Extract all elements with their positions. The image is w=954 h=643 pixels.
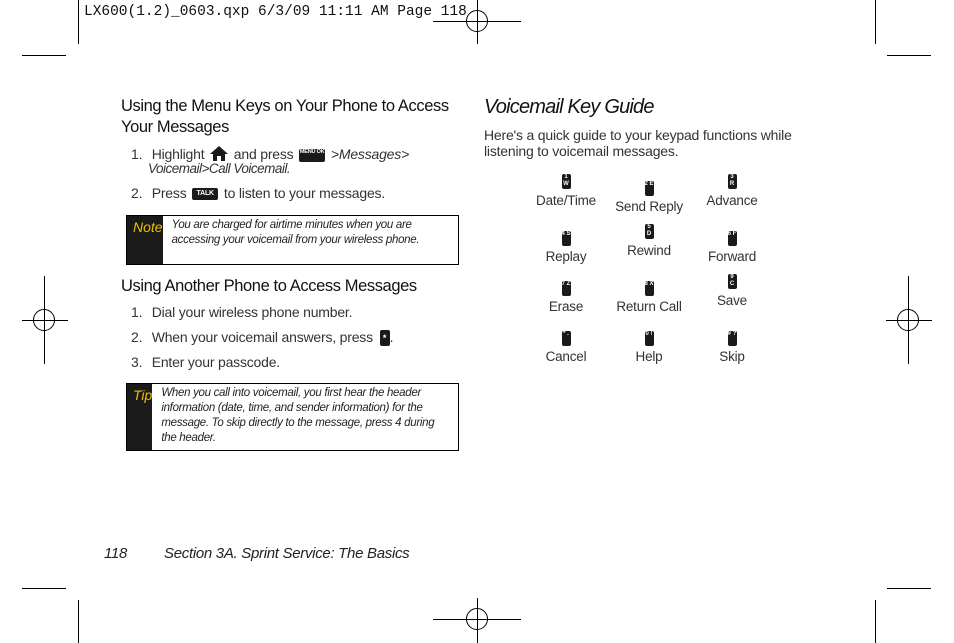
- key-function-label: Help: [635, 349, 663, 364]
- note-label: Note: [127, 216, 163, 264]
- keypad-key-icon: 5 D: [645, 224, 654, 239]
- step-number: 3.: [131, 354, 143, 370]
- keypad-key-icon: 0 !: [645, 331, 654, 346]
- star-key-icon: *: [380, 330, 390, 346]
- key-guide-item: [687, 322, 777, 364]
- keypad-key-icon: 3 R: [728, 174, 737, 189]
- key-function-label: Return Call: [616, 299, 682, 314]
- step-3: [131, 354, 280, 370]
- keypad-key-icon: 1 W: [563, 174, 569, 187]
- step-1: [131, 144, 409, 162]
- step-text: .: [389, 329, 394, 345]
- step-text: When your voicemail answers, press: [151, 329, 373, 345]
- key-guide-item: [521, 222, 611, 264]
- key-guide-item: [604, 322, 694, 364]
- step-number: 1.: [131, 146, 143, 162]
- key-function-label: Date/Time: [536, 193, 596, 208]
- key-function-label: Forward: [707, 249, 757, 264]
- step-number: 2.: [131, 329, 143, 345]
- step-text: to listen to your messages.: [223, 185, 386, 201]
- step-text: Dial your wireless phone number.: [151, 304, 353, 320]
- keypad-key-icon: 8 X: [645, 281, 654, 296]
- keypad-key-icon: # ?: [728, 331, 737, 346]
- page-number: 118: [104, 545, 128, 562]
- step-2: [131, 185, 385, 201]
- key-guide-item: [604, 222, 694, 258]
- key-guide-item: [521, 272, 611, 314]
- key-guide-item: [604, 272, 694, 314]
- section-title-line: Your Messages: [121, 118, 229, 136]
- keypad-key-icon: * .: [562, 331, 571, 346]
- note-text: You are charged for airtime minutes when you are accessing your voicemail from your wireless phone.: [171, 219, 420, 246]
- key-guide-item: [521, 172, 611, 208]
- step-number: 1.: [131, 304, 143, 320]
- key-guide-item: [687, 272, 777, 308]
- key-guide-item: [521, 322, 611, 364]
- print-slug: LX600(1.2)_0603.qxp 6/3/09 11:11 AM Page 118: [84, 4, 467, 20]
- step-text: Highlight: [151, 146, 205, 162]
- note-box: [126, 215, 459, 265]
- home-icon: [210, 146, 228, 161]
- step-1-continued: Voicemail>Call Voicemail.: [148, 161, 291, 176]
- keypad-key-icon: 4 S: [562, 231, 571, 246]
- keypad-key-icon: 7 Z: [562, 281, 571, 296]
- tip-box: [126, 383, 459, 451]
- step-text: Enter your passcode.: [151, 354, 280, 370]
- voicemail-intro: Here's a quick guide to your keypad functions while listening to voicemail messages.: [484, 127, 792, 159]
- step-text: >Messages>: [330, 146, 410, 162]
- step-2: [131, 329, 393, 346]
- voicemail-key-guide-title: Voicemail Key Guide: [484, 96, 654, 118]
- keypad-key-icon: 9 C: [728, 274, 737, 289]
- section-title: Using Another Phone to Access Messages: [121, 277, 417, 295]
- keypad-key-icon: 6 F: [728, 231, 737, 246]
- section-menu-keys-heading: [121, 96, 466, 138]
- keypad-key-icon: 2 E: [645, 181, 654, 196]
- key-function-label: Skip: [719, 349, 745, 364]
- key-function-label: Send Reply: [615, 199, 683, 214]
- step-1: [131, 304, 352, 320]
- key-function-label: Cancel: [545, 349, 587, 364]
- step-text: and press: [233, 146, 294, 162]
- section-footer: Section 3A. Sprint Service: The Basics: [164, 545, 410, 562]
- section-another-phone-heading: [121, 276, 466, 297]
- key-function-label: Replay: [545, 249, 587, 264]
- tip-text: When you call into voicemail, you first hear the header information (date, time, and sender information) for the message. To skip directly to the message, press 4 during the header.: [161, 387, 435, 444]
- key-guide-item: [604, 172, 694, 214]
- step-number: 2.: [131, 185, 143, 201]
- menu-ok-key-icon: MENU OK: [299, 149, 325, 162]
- key-function-label: Rewind: [627, 243, 671, 258]
- key-function-label: Advance: [706, 193, 758, 208]
- section-title-line: Using the Menu Keys on Your Phone to Access: [121, 97, 449, 115]
- key-guide-item: [687, 222, 777, 264]
- talk-key-icon: TALK: [192, 188, 218, 200]
- key-function-label: Save: [717, 293, 747, 308]
- key-function-label: Erase: [548, 299, 584, 314]
- key-guide-item: [687, 172, 777, 208]
- step-text: Press: [151, 185, 187, 201]
- tip-label: Tip: [127, 384, 152, 450]
